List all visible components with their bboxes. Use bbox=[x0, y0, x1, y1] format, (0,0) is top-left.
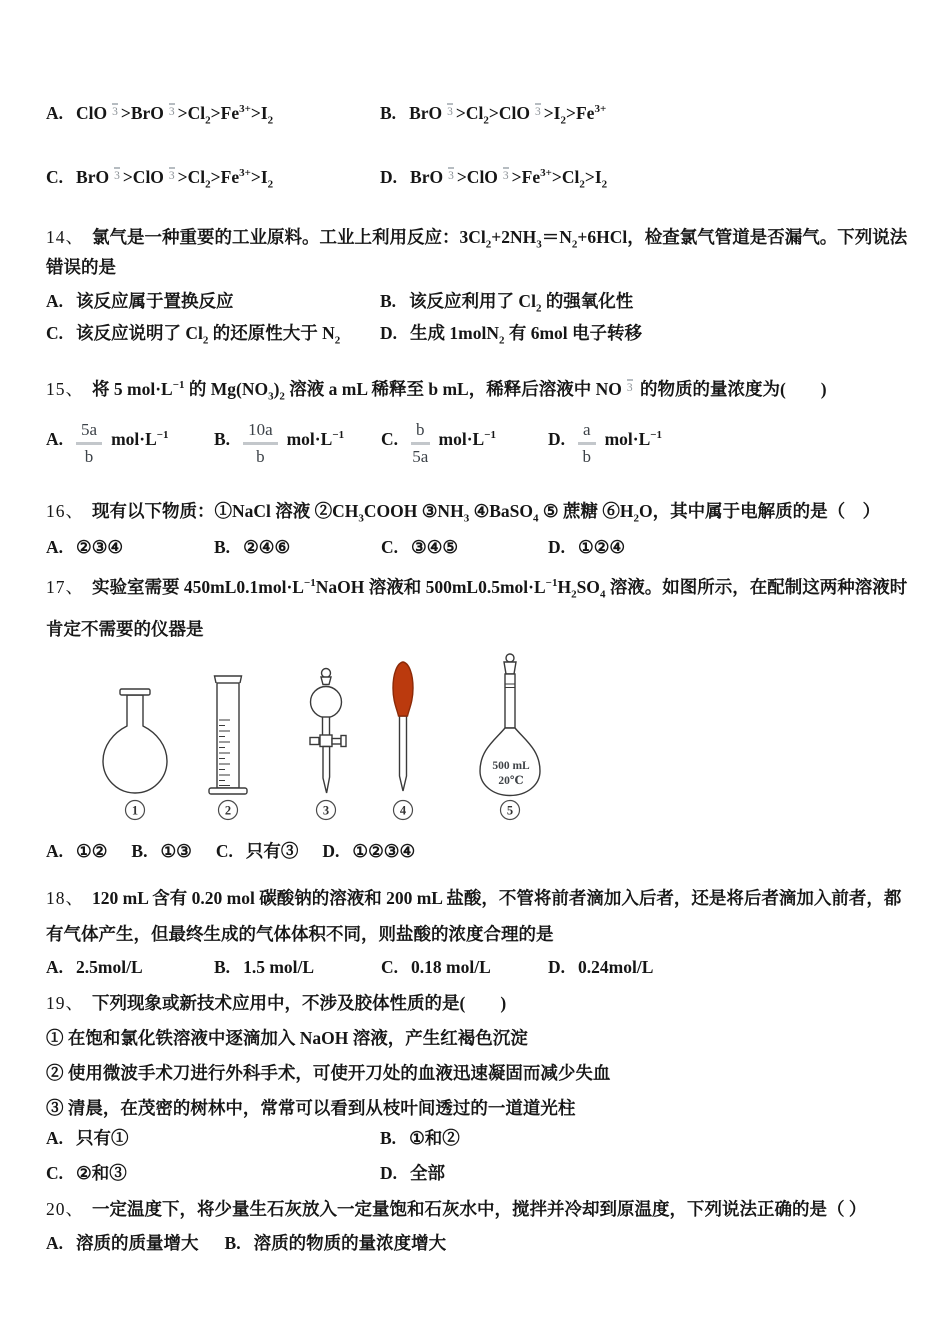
option-letter: D. bbox=[548, 957, 566, 977]
q16-option-b bbox=[214, 532, 381, 562]
question-text: 氯气是一种重要的工业原料。工业上利用反应：$3Cl_2+2NH_3=N_2+6HCl$，检查氯气管道是否漏气。下列说法错误的是 bbox=[46, 227, 908, 277]
q13-option-d bbox=[380, 162, 912, 192]
option-letter: C. bbox=[381, 957, 399, 977]
option-text: 生成 1molN$_2$ 有 6mol 电子转移 bbox=[410, 323, 643, 347]
option-text: 全部 bbox=[410, 1163, 446, 1183]
q20-stem bbox=[46, 1194, 912, 1224]
option-letter: D. bbox=[380, 167, 398, 187]
q19-option-d bbox=[380, 1158, 912, 1188]
q19-statement-1: ① 在饱和氯化铁溶液中逐滴加入 NaOH 溶液，产生红褐色沉淀 bbox=[46, 1028, 528, 1048]
option-letter: C. bbox=[46, 167, 64, 187]
question-number: 19、 bbox=[46, 993, 84, 1013]
q16-option-c bbox=[381, 532, 548, 562]
fraction bbox=[76, 420, 102, 467]
option-text: 1.5 mol/L bbox=[243, 957, 315, 977]
q14-option-b bbox=[380, 286, 912, 316]
q18-option-d bbox=[548, 952, 912, 982]
dropper-icon bbox=[393, 662, 413, 791]
option-letter: C. bbox=[215, 841, 233, 861]
option-text: ②③④ bbox=[76, 537, 124, 557]
option-text: ①和② bbox=[409, 1128, 460, 1148]
numerator: 10a bbox=[243, 420, 278, 445]
flask-temp-label: 20℃ bbox=[498, 775, 524, 787]
flask-capacity-label: 500 mL bbox=[492, 760, 530, 772]
option-letter: A. bbox=[46, 957, 64, 977]
numerator: a bbox=[578, 420, 596, 445]
option-text: 溶质的质量增大 bbox=[76, 1233, 199, 1253]
option-letter: B. bbox=[214, 428, 231, 449]
option-letter: B. bbox=[224, 1233, 241, 1253]
option-text: ②和③ bbox=[76, 1163, 127, 1183]
question-number: 14、 bbox=[46, 227, 84, 247]
q15-option-c bbox=[381, 420, 548, 467]
volumetric-flask-icon bbox=[480, 654, 540, 796]
option-text: ①②④ bbox=[578, 537, 626, 557]
option-text: 溶质的物质的量浓度增大 bbox=[253, 1233, 447, 1253]
item-3-label: 3 bbox=[322, 803, 330, 818]
fraction bbox=[411, 420, 430, 467]
option-text: 该反应属于置换反应 bbox=[76, 291, 234, 311]
question-20 bbox=[46, 1194, 912, 1258]
option-letter: B. bbox=[380, 291, 397, 311]
question-number: 17、 bbox=[46, 577, 84, 597]
option-letter: D. bbox=[548, 428, 566, 449]
option-text: BrO $3 >Cl_2>ClO$ $3 >I_2>Fe^{3+}$ bbox=[409, 103, 607, 127]
unit: $mol\cdot L^{-1}$ bbox=[438, 428, 496, 449]
option-letter: A. bbox=[46, 428, 64, 449]
option-text: ①③ bbox=[160, 841, 192, 861]
q14-option-a bbox=[46, 286, 380, 316]
item-5-label: 5 bbox=[506, 803, 514, 818]
question-number: 18、 bbox=[46, 888, 84, 908]
q19-option-a bbox=[46, 1123, 380, 1153]
q18-option-a bbox=[46, 952, 214, 982]
q17-option-b bbox=[131, 836, 191, 866]
separating-funnel-icon bbox=[310, 669, 346, 794]
graduated-cylinder-icon bbox=[209, 676, 247, 794]
question-13-options bbox=[46, 98, 912, 192]
q17-apparatus-figure bbox=[88, 650, 912, 828]
option-text: BrO 3 >ClO $3 >Cl_2>Fe^{3+}>I_2$ bbox=[76, 167, 274, 191]
option-letter: D. bbox=[322, 841, 340, 861]
q14-option-d bbox=[380, 318, 912, 348]
q17-stem bbox=[46, 566, 918, 650]
question-15 bbox=[46, 374, 912, 476]
q18-option-c bbox=[381, 952, 548, 982]
option-letter: C. bbox=[381, 537, 399, 557]
question-17 bbox=[46, 566, 912, 866]
question-number: 20、 bbox=[46, 1199, 84, 1219]
question-18 bbox=[46, 880, 912, 982]
numerator: b bbox=[411, 420, 430, 445]
numerator: 5a bbox=[76, 420, 102, 445]
q15-options bbox=[46, 410, 912, 476]
q19-statement-2: ② 使用微波手术刀进行外科手术，可使开刀处的血液迅速凝固而减少失血 bbox=[46, 1063, 611, 1083]
option-text: ClO 3 >BrO $3 >Cl_2>Fe^{3+}>I_2$ bbox=[76, 103, 274, 127]
option-text: 该反应说明了 $Cl_2$ 的还原性大于 $N_2$ bbox=[76, 323, 341, 347]
item-2-label: 2 bbox=[224, 803, 232, 818]
option-letter: A. bbox=[46, 841, 64, 861]
q15-option-b bbox=[214, 420, 381, 467]
option-letter: C. bbox=[46, 323, 64, 343]
unit: $mol\cdot L^{-1}$ bbox=[604, 428, 663, 449]
option-letter: D. bbox=[380, 1163, 398, 1183]
option-text: 只有① bbox=[76, 1128, 129, 1148]
option-text: 该反应利用了 $Cl_2$ 的强氧化性 bbox=[409, 291, 634, 315]
denominator: b bbox=[84, 446, 94, 466]
item-4-label: 4 bbox=[399, 803, 407, 818]
question-text: 将 5 $mol\cdot L^{-1}$ 的 $Mg(NO_3)_2$ 溶液 a mL 稀释至 b mL，稀释后溶液中 NO 3 的物质的量浓度为( ) bbox=[92, 379, 827, 403]
question-19 bbox=[46, 988, 912, 1188]
question-number: 16、 bbox=[46, 501, 84, 521]
q19-statement-3: ③ 清晨，在茂密的树林中，常常可以看到从枝叶间透过的一道道光柱 bbox=[46, 1098, 576, 1118]
option-text: 0.24mol/L bbox=[578, 957, 654, 977]
option-letter: B. bbox=[214, 537, 231, 557]
question-number: 15、 bbox=[46, 379, 84, 399]
item-1-label: 1 bbox=[131, 803, 139, 818]
question-text: 下列现象或新技术应用中，不涉及胶体性质的是( ) bbox=[92, 993, 507, 1013]
fraction bbox=[243, 420, 278, 467]
q19-option-b bbox=[380, 1123, 912, 1153]
q17-option-d bbox=[322, 836, 415, 866]
q13-option-c bbox=[46, 162, 380, 192]
option-text: 0.18 mol/L bbox=[411, 957, 491, 977]
option-letter: C. bbox=[46, 1163, 64, 1183]
q13-option-a bbox=[46, 98, 380, 128]
option-text: 2.5mol/L bbox=[76, 957, 143, 977]
figure-item-labels bbox=[126, 801, 520, 820]
q16-option-a bbox=[46, 532, 214, 562]
denominator: b bbox=[582, 446, 592, 466]
q14-option-c bbox=[46, 318, 380, 348]
denominator: 5a bbox=[412, 446, 429, 466]
q20-option-b bbox=[225, 1228, 447, 1258]
option-text: BrO 3 >ClO $3 >Fe^{3+}>Cl_2>I_2$ bbox=[410, 167, 608, 191]
option-text: ②④⑥ bbox=[243, 537, 291, 557]
option-letter: B. bbox=[214, 957, 231, 977]
option-text: ③④⑤ bbox=[411, 537, 459, 557]
option-letter: D. bbox=[548, 537, 566, 557]
option-letter: A. bbox=[46, 1233, 64, 1253]
denominator: b bbox=[256, 446, 265, 466]
q16-option-d bbox=[548, 532, 912, 562]
option-letter: D. bbox=[380, 323, 398, 343]
q17-option-a bbox=[46, 836, 107, 866]
fraction bbox=[578, 420, 596, 467]
option-letter: A. bbox=[46, 103, 64, 123]
option-letter: A. bbox=[46, 1128, 64, 1148]
q15-option-d bbox=[548, 420, 912, 467]
option-letter: A. bbox=[46, 291, 64, 311]
q19-option-c bbox=[46, 1158, 380, 1188]
q15-option-a bbox=[46, 420, 214, 467]
q18-stem bbox=[46, 880, 912, 952]
q15-stem bbox=[46, 374, 912, 404]
option-text: ①②③④ bbox=[352, 841, 416, 861]
option-letter: C. bbox=[381, 428, 399, 449]
q16-stem bbox=[46, 496, 912, 526]
unit: $mol\cdot L^{-1}$ bbox=[111, 428, 169, 449]
q18-option-b bbox=[214, 952, 381, 982]
option-text: 只有③ bbox=[245, 841, 299, 861]
question-text: 一定温度下，将少量生石灰放入一定量饱和石灰水中，搅拌并冷却到原温度，下列说法正确的是（ ） bbox=[92, 1199, 867, 1219]
q14-stem bbox=[46, 222, 912, 282]
option-text: ①② bbox=[76, 841, 108, 861]
round-bottom-flask-icon bbox=[103, 689, 167, 793]
option-letter: B. bbox=[380, 103, 397, 123]
question-16 bbox=[46, 496, 912, 562]
q13-option-b bbox=[380, 98, 912, 128]
question-text: 120 mL 含有 0.20 mol 碳酸钠的溶液和 200 mL 盐酸，不管将前者滴加入后者，还是将后者滴加入前者，都有气体产生，但最终生成的气体体积不同，则盐酸的浓度合理的是 bbox=[46, 888, 902, 944]
question-14 bbox=[46, 222, 912, 348]
question-text: 实验室需要 $450mL0.1mol\cdot L^{-1}NaOH$ 溶液和 $500mL0.5mol\cdot L^{-1}H_2SO_4$ 溶液。如图所示，在配制这两种溶液时肯定不需要的仪器是 bbox=[46, 577, 908, 639]
option-letter: B. bbox=[131, 841, 148, 861]
question-text: 现有以下物质：①NaCl 溶液 $②CH_3COOH$ $③NH_3$ ④BaSO$_4$ ⑤ 蔗糖 $⑥H_2O$，其中属于电解质的是（ ） bbox=[92, 501, 881, 525]
option-letter: B. bbox=[380, 1128, 397, 1148]
unit: $mol\cdot L^{-1}$ bbox=[286, 428, 345, 449]
q17-option-c bbox=[216, 836, 299, 866]
option-letter: A. bbox=[46, 537, 64, 557]
q19-stem bbox=[46, 988, 912, 1018]
q20-option-a bbox=[46, 1228, 199, 1258]
